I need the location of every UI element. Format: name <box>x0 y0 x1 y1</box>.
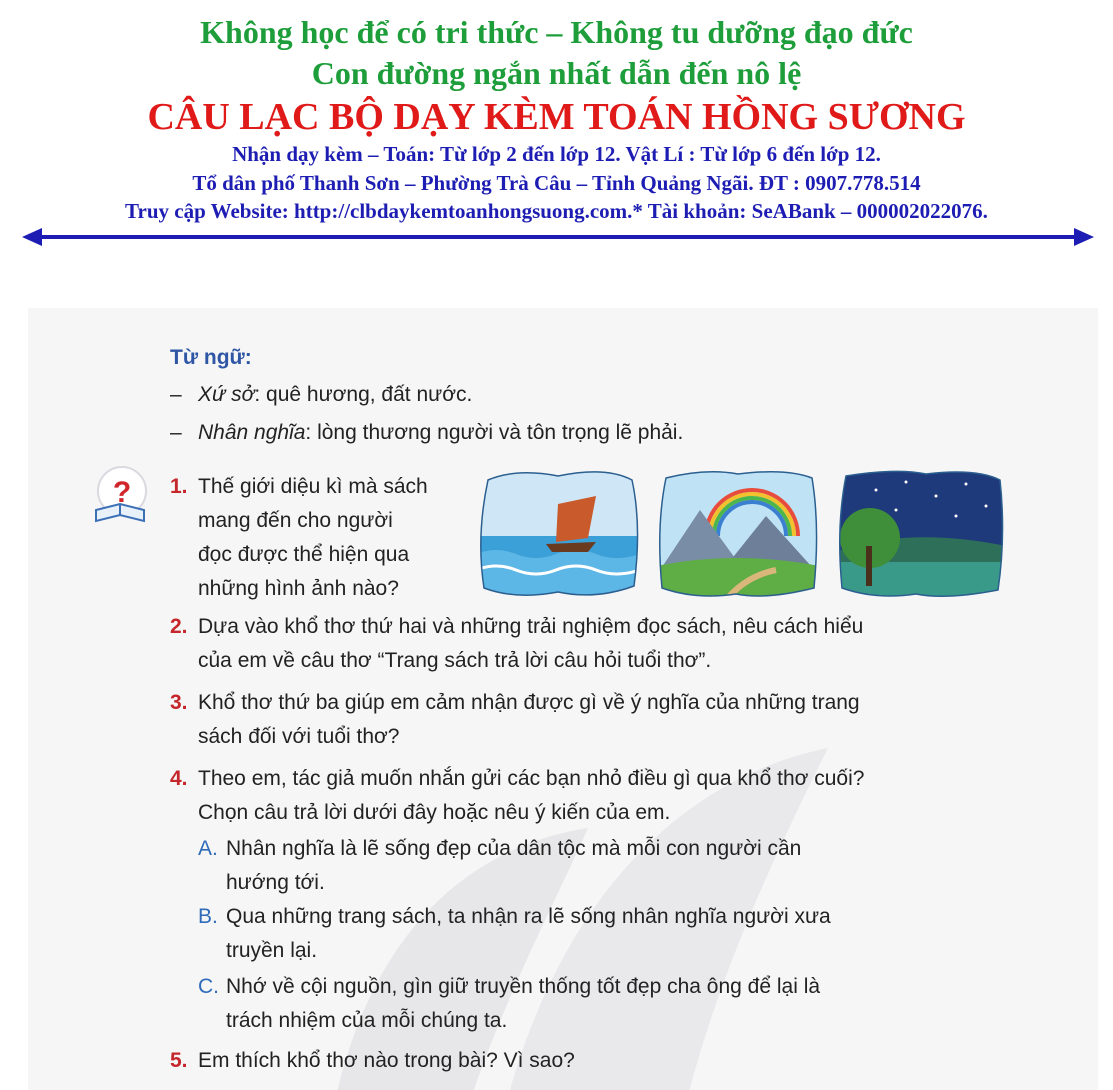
question-text: của em về câu thơ “Trang sách trả lời câu hỏi tuổi thơ”. <box>198 649 712 672</box>
header-club-name: CÂU LẠC BỘ DẠY KÈM TOÁN HỒNG SƯƠNG <box>147 96 966 138</box>
question-book-icon <box>88 466 154 524</box>
vocab-definition: : quê hương, đất nước. <box>254 383 473 406</box>
question-number: 1. <box>170 475 188 498</box>
question-3 <box>170 686 860 754</box>
question-number: 3. <box>170 691 188 714</box>
header-slogan-1: Không học để có tri thức – Không tu dưỡng đạo đức <box>200 14 913 50</box>
question-text: Em thích khổ thơ nào trong bài? Vì sao? <box>198 1049 575 1072</box>
vocab-definition: : lòng thương người và tôn trọng lẽ phải. <box>305 421 684 444</box>
header-info-subjects: Nhận dạy kèm – Toán: Từ lớp 2 đến lớp 12. Vật Lí : Từ lớp 6 đến lớp 12. <box>232 142 881 166</box>
double-arrow-divider <box>22 225 1094 249</box>
option-text: hướng tới. <box>226 871 325 894</box>
question-text: mang đến cho người <box>198 509 393 532</box>
question-text: những hình ảnh nào? <box>198 577 399 600</box>
vocab-term: Xứ sở <box>198 383 255 406</box>
question-2 <box>170 610 863 678</box>
question-text: Thế giới diệu kì mà sách <box>198 475 428 498</box>
sailboat-illustration <box>476 466 640 600</box>
svg-text:?: ? <box>112 476 132 509</box>
option-letter: C. <box>198 975 219 998</box>
option-text: Qua những trang sách, ta nhận ra lẽ sống nhân nghĩa người xưa <box>226 905 831 928</box>
option-text: Nhớ về cội nguồn, gìn giữ truyền thống tốt đẹp cha ông để lại là <box>226 975 821 998</box>
header-slogan-2: Con đường ngắn nhất dẫn đến nô lệ <box>311 55 802 91</box>
question-text: Chọn câu trả lời dưới đây hoặc nêu ý kiến của em. <box>198 801 671 824</box>
vocab-item <box>170 416 683 450</box>
option-c <box>198 970 820 1038</box>
question-4 <box>170 762 864 830</box>
option-letter: B. <box>198 905 218 928</box>
textbook-page <box>28 308 1098 1090</box>
vocab-dash: – <box>170 383 182 406</box>
header-info-website: Truy cập Website: http://clbdaykemtoanhongsuong.com.* Tài khoản: SeABank – 000002022076. <box>125 199 988 223</box>
option-text: Nhân nghĩa là lẽ sống đẹp của dân tộc mà mỗi con người cần <box>226 837 802 860</box>
starry-night-illustration <box>836 466 1006 600</box>
question-1 <box>170 470 428 606</box>
vocab-dash: – <box>170 421 182 444</box>
question-text: sách đối với tuổi thơ? <box>198 725 400 748</box>
question-text: đọc được thể hiện qua <box>198 543 410 566</box>
option-a <box>198 832 801 900</box>
question-number: 5. <box>170 1049 188 1072</box>
question-text: Khổ thơ thứ ba giúp em cảm nhận được gì về ý nghĩa của những trang <box>198 691 860 714</box>
option-b <box>198 900 831 968</box>
vocab-item <box>170 378 472 412</box>
question-5 <box>170 1044 575 1078</box>
vocab-title: Từ ngữ: <box>170 346 252 369</box>
option-text: truyền lại. <box>226 939 318 962</box>
header-info-address: Tổ dân phố Thanh Sơn – Phường Trà Câu – Tỉnh Quảng Ngãi. ĐT : 0907.778.514 <box>192 171 921 195</box>
option-text: trách nhiệm của mỗi chúng ta. <box>226 1009 508 1032</box>
question-number: 2. <box>170 615 188 638</box>
question-text: Dựa vào khổ thơ thứ hai và những trải nghiệm đọc sách, nêu cách hiểu <box>198 615 864 638</box>
question-number: 4. <box>170 767 188 790</box>
rainbow-mountain-illustration <box>656 466 820 600</box>
vocab-term: Nhân nghĩa <box>198 421 306 444</box>
option-letter: A. <box>198 837 218 860</box>
question-text: Theo em, tác giả muốn nhắn gửi các bạn nhỏ điều gì qua khổ thơ cuối? <box>198 767 865 790</box>
